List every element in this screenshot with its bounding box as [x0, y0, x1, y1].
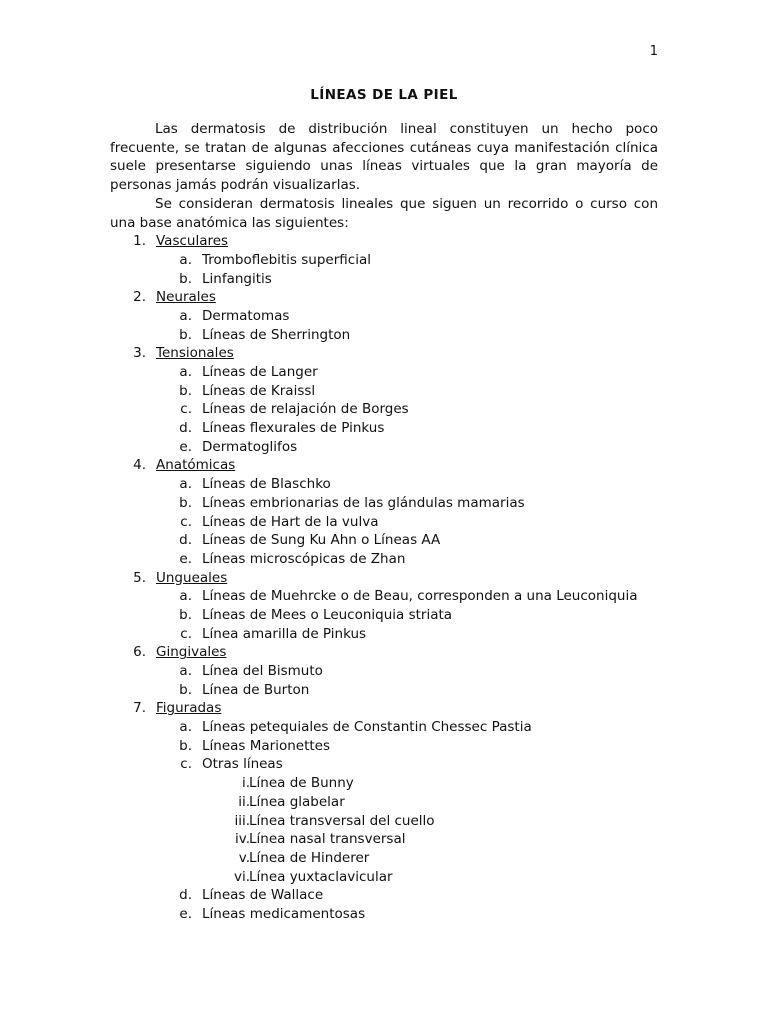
- list-item-text: Líneas de Mees o Leuconiquia striata: [202, 606, 453, 623]
- page-number: 1: [649, 44, 658, 59]
- sub-item: [110, 681, 658, 700]
- category-heading: Vasculares: [156, 233, 229, 250]
- list-item-text: Líneas medicamentosas: [202, 905, 366, 922]
- list-marker: b.: [179, 737, 192, 754]
- category-item: [110, 569, 658, 588]
- list-item-text: Línea glabelar: [249, 793, 345, 810]
- category-heading: Gingivales: [156, 644, 227, 661]
- list-marker: c.: [180, 756, 192, 773]
- list-item-text: Líneas de Sung Ku Ahn o Líneas AA: [202, 532, 441, 549]
- sub-item: [110, 662, 658, 681]
- list-marker: iv.: [235, 831, 250, 848]
- list-marker: 4.: [133, 457, 146, 474]
- list-item-text: Otras líneas: [202, 756, 283, 773]
- sub-item: [110, 905, 658, 924]
- list-marker: 7.: [133, 700, 146, 717]
- second-paragraph: Se consideran dermatosis lineales que siguen un recorrido o curso con una base anatómica las siguientes:: [110, 195, 658, 231]
- list-item-text: Línea yuxtaclavicular: [249, 868, 393, 885]
- category-item: [110, 699, 658, 718]
- list-item-text: Líneas Marionettes: [202, 737, 330, 754]
- sub-sub-item: [110, 868, 658, 887]
- sub-item: [110, 326, 658, 345]
- list-item-text: Linfangitis: [202, 270, 272, 287]
- list-item-text: Líneas embrionarias de las glándulas mamarias: [202, 494, 525, 511]
- list-item-text: Líneas de relajación de Borges: [202, 401, 409, 418]
- list-item-text: Líneas de Kraissl: [202, 382, 316, 399]
- list-marker: d.: [179, 420, 192, 437]
- category-heading: Figuradas: [156, 700, 222, 717]
- sub-item: [110, 400, 658, 419]
- sub-item: [110, 718, 658, 737]
- list-marker: a.: [179, 719, 192, 736]
- list-marker: iii.: [234, 812, 250, 829]
- list-item-text: Línea amarilla de Pinkus: [202, 625, 367, 642]
- sub-item: [110, 419, 658, 438]
- sub-item: [110, 886, 658, 905]
- list-item-text: Líneas microscópicas de Zhan: [202, 550, 406, 567]
- list-marker: e.: [179, 550, 192, 567]
- list-item-text: Líneas de Langer: [202, 364, 318, 381]
- list-marker: d.: [179, 532, 192, 549]
- sub-item: [110, 307, 658, 326]
- list-marker: a.: [179, 588, 192, 605]
- list-marker: b.: [179, 606, 192, 623]
- sub-item: [110, 550, 658, 569]
- list-item-text: Líneas petequiales de Constantin Chessec Pastia: [202, 719, 532, 736]
- list-marker: 2.: [133, 289, 146, 306]
- sub-item: [110, 606, 658, 625]
- document-body: [110, 120, 658, 924]
- sub-item: [110, 363, 658, 382]
- sub-item: [110, 251, 658, 270]
- list-marker: e.: [179, 905, 192, 922]
- list-item-text: Dermatoglifos: [202, 438, 298, 455]
- list-marker: a.: [179, 364, 192, 381]
- list-marker: i.: [241, 775, 250, 792]
- list-marker: b.: [179, 681, 192, 698]
- list-marker: v.: [238, 849, 250, 866]
- sub-item: [110, 513, 658, 532]
- sub-sub-item: [110, 849, 658, 868]
- list-item-text: Líneas de Muehrcke o de Beau, corresponden a una Leuconiquia: [202, 588, 638, 605]
- list-marker: e.: [179, 438, 192, 455]
- sub-sub-item: [110, 812, 658, 831]
- list-marker: b.: [179, 494, 192, 511]
- list-marker: a.: [179, 251, 192, 268]
- list-item-text: Línea del Bismuto: [202, 663, 323, 680]
- list-marker: 1.: [133, 233, 146, 250]
- list-marker: c.: [180, 401, 192, 418]
- list-marker: b.: [179, 382, 192, 399]
- category-item: [110, 643, 658, 662]
- sub-item: [110, 475, 658, 494]
- list-marker: 6.: [133, 644, 146, 661]
- lines-list: [110, 232, 658, 923]
- list-marker: c.: [180, 513, 192, 530]
- list-item-text: Línea nasal transversal: [249, 831, 406, 848]
- list-item-text: Líneas de Blaschko: [202, 476, 331, 493]
- list-item-text: Dermatomas: [202, 307, 290, 324]
- category-heading: Neurales: [156, 289, 216, 306]
- list-marker: vi.: [233, 868, 250, 885]
- sub-item: [110, 755, 658, 774]
- sub-item: [110, 494, 658, 513]
- list-marker: ii.: [238, 793, 250, 810]
- sub-item: [110, 438, 658, 457]
- category-item: [110, 456, 658, 475]
- sub-item: [110, 587, 658, 606]
- list-item-text: Líneas de Sherrington: [202, 326, 351, 343]
- sub-sub-item: [110, 830, 658, 849]
- list-marker: a.: [179, 476, 192, 493]
- category-heading: Anatómicas: [156, 457, 236, 474]
- sub-item: [110, 531, 658, 550]
- category-item: [110, 288, 658, 307]
- list-marker: 3.: [133, 345, 146, 362]
- category-item: [110, 232, 658, 251]
- list-item-text: Línea de Burton: [202, 681, 310, 698]
- category-heading: Ungueales: [156, 569, 228, 586]
- document-title: LÍNEAS DE LA PIEL: [310, 87, 458, 103]
- category-heading: Tensionales: [156, 345, 234, 362]
- list-marker: d.: [179, 887, 192, 904]
- list-item-text: Línea de Bunny: [249, 775, 354, 792]
- list-item-text: Líneas flexurales de Pinkus: [202, 420, 385, 437]
- list-marker: a.: [179, 307, 192, 324]
- intro-paragraph: Las dermatosis de distribución lineal constituyen un hecho poco frecuente, se tratan de algunas afecciones cutáneas cuya manifestación clínica suele presentarse siguiendo unas líneas virtuales que la gran mayoría de personas jamás podrán visualizarlas.: [110, 121, 658, 194]
- category-item: [110, 344, 658, 363]
- list-item-text: Líneas de Hart de la vulva: [202, 513, 379, 530]
- list-item-text: Línea de Hinderer: [249, 849, 370, 866]
- list-marker: c.: [180, 625, 192, 642]
- list-marker: b.: [179, 270, 192, 287]
- list-marker: a.: [179, 663, 192, 680]
- sub-sub-item: [110, 774, 658, 793]
- list-item-text: Líneas de Wallace: [202, 887, 324, 904]
- sub-item: [110, 270, 658, 289]
- list-marker: b.: [179, 326, 192, 343]
- sub-item: [110, 382, 658, 401]
- list-marker: 5.: [133, 569, 146, 586]
- list-item-text: Línea transversal del cuello: [249, 812, 435, 829]
- sub-item: [110, 737, 658, 756]
- sub-sub-item: [110, 793, 658, 812]
- list-item-text: Tromboflebitis superficial: [202, 251, 371, 268]
- sub-item: [110, 625, 658, 644]
